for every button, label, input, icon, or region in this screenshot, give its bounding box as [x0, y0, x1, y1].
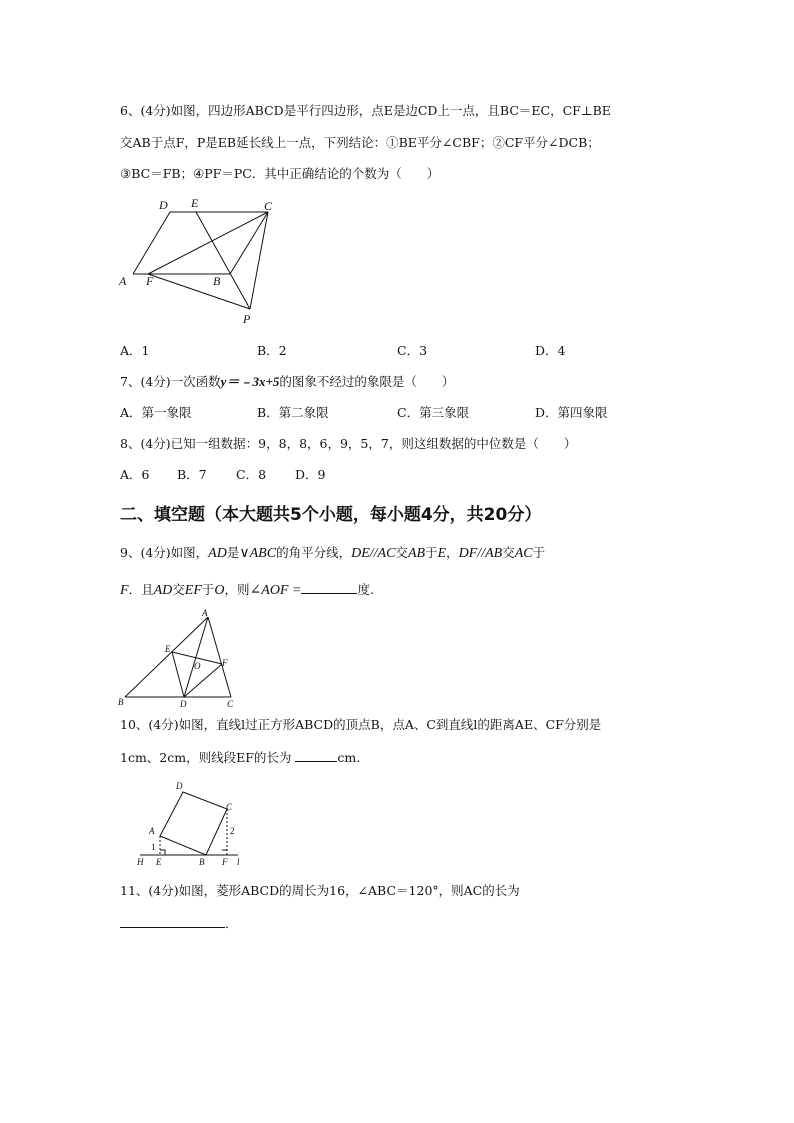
- q10-label-l: l: [237, 857, 240, 867]
- q7-option-b[interactable]: B．第二象限: [257, 405, 329, 420]
- q9-frag: 是: [226, 545, 240, 560]
- q7-suffix: 的图象不经过的象限是（ ）: [279, 374, 455, 389]
- q10-label-a: A: [149, 826, 155, 836]
- q9-math-df-ab: DF//AB: [458, 546, 503, 561]
- q10-label-d: D: [176, 781, 183, 791]
- section-2-title: 二、填空题（本大题共5个小题，每小题4分，共20分）: [120, 505, 542, 525]
- q10-label-b: B: [199, 857, 205, 867]
- q9-frag: 于: [201, 582, 215, 597]
- q7-option-d[interactable]: D．第四象限: [535, 405, 608, 420]
- q10-frag: 1cm、2cm，则线段EF的长为: [120, 750, 296, 765]
- q6-option-b[interactable]: B．2: [257, 343, 287, 358]
- q8-option-b[interactable]: B．7: [177, 467, 207, 482]
- q6-label-p: P: [243, 312, 251, 326]
- q9-math-triangle: ∨ABC: [239, 546, 277, 561]
- q7-prefix: 7、(4分)一次函数: [120, 374, 221, 389]
- q6-text-line1: 6、(4分)如图，四边形ABCD是平行四边形，点E是边CD上一点，且BC＝EC，CF⊥BE: [120, 103, 611, 118]
- q9-math-ac: AC: [514, 546, 533, 561]
- q6-label-b: B: [213, 274, 221, 288]
- q9-math-ad: AD: [208, 546, 227, 561]
- q7-formula: y＝﹣3x+5: [220, 374, 280, 389]
- q6-label-f: F: [146, 274, 154, 288]
- q9-frag: 交: [395, 545, 408, 560]
- q9-frag: 交: [172, 582, 185, 597]
- q9-label-o: O: [194, 661, 201, 671]
- q10-label-1: 1: [151, 842, 156, 852]
- q6-option-a[interactable]: A．1: [120, 343, 150, 358]
- q9-math-o: O: [214, 583, 225, 598]
- q9-frag: 度.: [357, 582, 374, 597]
- q6-label-e: E: [191, 196, 199, 210]
- q9-label-e: E: [165, 644, 171, 654]
- q9-math-ab: AB: [407, 546, 426, 561]
- q10-text-line1: 10、(4分)如图，直线l过正方形ABCD的顶点B，点A、C到直线l的距离AE、CF分别是: [120, 717, 602, 732]
- q9-frag: ，: [446, 545, 459, 560]
- q9-frag: 交: [502, 545, 515, 560]
- q9-math-f: F: [120, 583, 129, 598]
- q7-option-c[interactable]: C．第三象限: [397, 405, 470, 420]
- q6-label-a: A: [119, 274, 127, 288]
- q9-label-f: F: [222, 658, 228, 668]
- q9-frag: ．且: [128, 582, 154, 597]
- q9-label-a: A: [202, 608, 208, 618]
- q10-label-c: C: [226, 802, 233, 812]
- q9-frag: 于: [532, 545, 546, 560]
- q9-frag: 9、(4分)如图，: [120, 545, 209, 560]
- q9-math-ad: AD: [153, 583, 173, 598]
- q10-label-e: E: [156, 857, 162, 867]
- q9-math-de-ac: DE//AC: [351, 546, 396, 561]
- q10-label-2: 2: [230, 826, 235, 836]
- q7-option-a[interactable]: A．第一象限: [120, 405, 192, 420]
- q11-answer-blank[interactable]: [120, 915, 225, 928]
- q8-text: 8、(4分)已知一组数据：9，8，8，6，9，5，7，则这组数据的中位数是（ ）: [120, 436, 577, 451]
- q10-label-h: H: [137, 857, 144, 867]
- q10-label-f: F: [222, 857, 228, 867]
- q9-label-c: C: [227, 699, 234, 709]
- q9-frag: ，则: [224, 582, 250, 597]
- q8-option-a[interactable]: A．6: [120, 467, 150, 482]
- q6-label-c: C: [264, 199, 273, 213]
- q11-text-line2: [120, 915, 238, 933]
- q11-text-line1: 11、(4分)如图，菱形ABCD的周长为16，∠ABC＝120°，则AC的长为: [120, 883, 520, 898]
- q9-label-d: D: [180, 699, 187, 709]
- q6-text-line3: ③BC＝FB；④PF＝PC．其中正确结论的个数为（ ）: [120, 166, 440, 181]
- q9-math-ef: EF: [184, 583, 202, 598]
- q8-option-c[interactable]: C．8: [236, 467, 267, 482]
- q6-label-d: D: [159, 198, 168, 212]
- q6-text-line2: 交AB于点F，P是EB延长线上一点，下列结论：①BE平分∠CBF；②CF平分∠DCB；: [120, 135, 600, 150]
- q9-frag: 于: [425, 545, 438, 560]
- q11-frag: ．: [225, 916, 238, 931]
- q9-math-angle: ∠AOF =: [249, 583, 302, 598]
- q10-frag: cm.: [337, 750, 361, 765]
- q9-label-b: B: [118, 697, 124, 707]
- q9-frag: 的角平分线，: [276, 545, 352, 560]
- q6-option-c[interactable]: C．3: [397, 343, 428, 358]
- q6-option-d[interactable]: D．4: [535, 343, 566, 358]
- q9-math-e: E: [437, 546, 447, 561]
- q8-option-d[interactable]: D．9: [295, 467, 326, 482]
